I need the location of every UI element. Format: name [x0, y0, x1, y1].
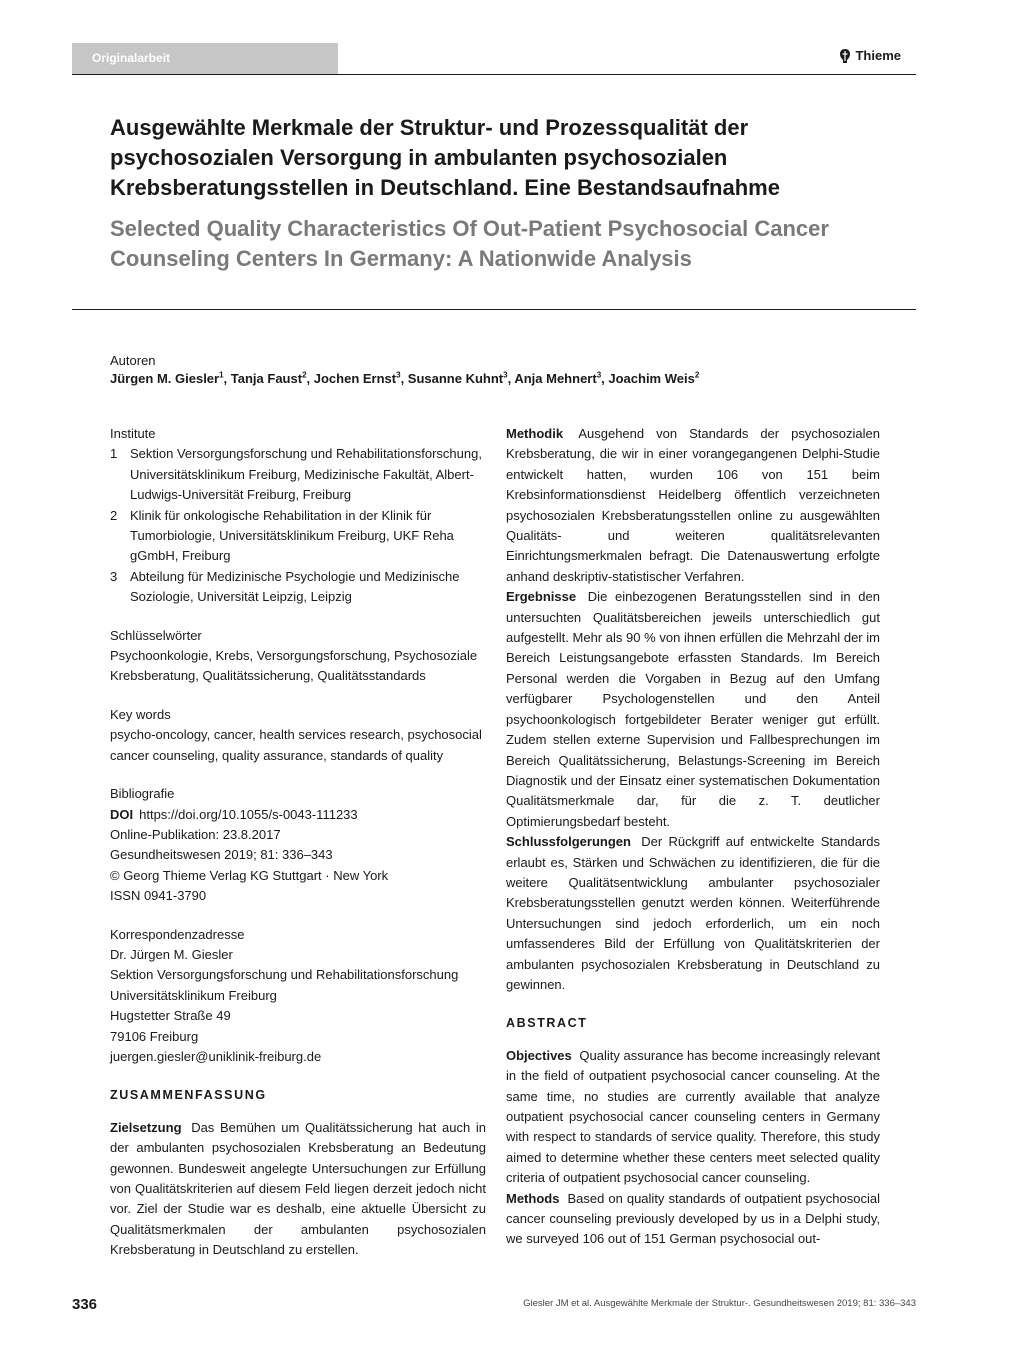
left-column [110, 424, 486, 1261]
institute-text: Sektion Versorgungsforschung und Rehabilitationsforschung, Universitätsklinikum Freiburg, Medizinische Fakultät, Albert-Ludwigs-Universität Freiburg, Freiburg [130, 446, 482, 503]
article-title-de: Ausgewählte Merkmale der Struktur- und Prozessqualität der psychosozialen Versorgung in ambulanten psychosozialen Krebsberatungsstellen in Deutschland. Eine Bestandsaufnahme [110, 115, 780, 200]
correspondence-line: Universitätsklinikum Freiburg [110, 987, 277, 1003]
author-affiliation: 3 [503, 370, 508, 380]
zusammenfassung-heading: ZUSAMMENFASSUNG [110, 1088, 267, 1103]
institute-text: Abteilung für Medizinische Psychologie und Medizinische Soziologie, Universität Leipzig, Leipzig [130, 568, 460, 605]
author-name: Joachim Weis [608, 371, 695, 386]
zielsetzung-text: Das Bemühen um Qualitätssicherung hat auch in der ambulanten psychosozialen Krebsberatung an Bedeutung gewonnen. Bundesweit angelegte Untersuchungen zur Erfüllung von Qualitätskriterien auf diesem Feld liegen derzeit jedoch nicht vor. Ziel der Studie war es deshalb, eine aktuelle Übersicht zu Qualitätsmerkmalen der ambulanten psychosozialen Krebsberatung in Deutschland zu erstellen. [110, 1119, 487, 1258]
author-name: Jochen Ernst [313, 371, 397, 386]
author-affiliation: 2 [694, 370, 700, 380]
methods-text: Based on quality standards of outpatient psychosocial cancer counseling previously developed by us in a Delphi study, we surveyed 106 out of 151 German psychosocial out- [506, 1190, 880, 1247]
article-title-en: Selected Quality Characteristics Of Out-Patient Psychosocial Cancer Counseling Centers In Germany: A Nationwide Analysis [110, 216, 829, 271]
author-name: Susanne Kuhnt [407, 371, 504, 386]
institute-number: 2 [110, 507, 118, 523]
methods-label: Methods [506, 1190, 560, 1206]
objectives-paragraph [506, 1046, 880, 1189]
author-affiliation: 3 [396, 370, 401, 380]
keywords-en-heading: Key words [110, 706, 171, 722]
zielsetzung-label: Zielsetzung [110, 1119, 182, 1135]
correspondence-heading: Korrespondenzadresse [110, 926, 245, 942]
correspondence-line: Sektion Versorgungsforschung und Rehabilitationsforschung [110, 967, 459, 983]
author-name: Jürgen M. Giesler [110, 371, 220, 386]
correspondence-line: 79106 Freiburg [110, 1028, 199, 1044]
methods-paragraph [506, 1189, 880, 1250]
doi-label: DOI [110, 806, 134, 822]
copyright-line: © Georg Thieme Verlag KG Stuttgart · New York [110, 867, 389, 883]
issn-line: ISSN 0941-3790 [110, 888, 207, 904]
title-divider [72, 309, 916, 310]
institute-number: 3 [110, 568, 118, 584]
author-affiliation: 2 [302, 370, 307, 380]
abstract-heading: ABSTRACT [506, 1016, 588, 1031]
keywords-de-heading: Schlüsselwörter [110, 627, 202, 643]
publisher-logo [839, 48, 901, 63]
author-name: Anja Mehnert [514, 371, 597, 386]
objectives-label: Objectives [506, 1047, 572, 1063]
authors-list: Jürgen M. Giesler$^1$, Tanja Faust$^2$, Jochen Ernst$^3$, Susanne Kuhnt$^3$, Anja Mehnert$^3$, Joachim Weis$^2$ [110, 370, 700, 386]
correspondence-email[interactable]: juergen.giesler@uniklinik-freiburg.de [110, 1048, 322, 1064]
correspondence-line: Dr. Jürgen M. Giesler [110, 946, 233, 962]
objectives-text: Quality assurance has become increasingly relevant in the field of outpatient psychosocial cancer counseling. At the same time, no studies are currently available that analyze outpatient psychosocial cancer counseling centers in Germany with respect to standards of service quality. Therefore, this study aimed to determine whether these centers meet selected quality criteria of outpatient psychosocial cancer counseling. [506, 1047, 880, 1186]
keywords-en-text: psycho-oncology, cancer, health services research, psychosocial cancer counseling, quality assurance, standards of quality [110, 727, 482, 763]
institute-text: Klinik für onkologische Rehabilitation in der Klinik für Tumorbiologie, Universitätsklinikum Freiburg, UKF Reha gGmbH, Freiburg [130, 507, 454, 564]
authors-label: Autoren [110, 353, 156, 368]
author-name: Tanja Faust [230, 371, 303, 386]
methodik-paragraph [506, 424, 880, 587]
institute-item [110, 444, 486, 505]
zielsetzung-paragraph [110, 1118, 486, 1261]
online-publication: Online-Publikation: 23.8.2017 [110, 826, 281, 842]
doi-link[interactable]: https://doi.org/10.1055/s-0043-111233 [139, 806, 358, 822]
doi-line [110, 805, 486, 825]
methodik-label: Methodik [506, 426, 564, 441]
ergebnisse-text: Die einbezogenen Beratungsstellen sind in den untersuchten Qualitätsbereichen jeweils unterschiedlich gut aufgestellt. Mehr als 90 % von ihnen erfüllen die Mehrzahl der im Bereich Leistungsangebote erfassten Standards. Im Bereich Personal werden die Vorgaben in Bezug auf den Umfang verfügbarer Psychologenstellen und den Anteil psychoonkologisch fortgebildeter Berater weniger gut erfüllt. Zudem stellen externe Supervision und Fallbesprechungen im Bereich Qualitätssicherung, Belastungs-Screening im Bereich Diagnostik und der Einsatz einer systematischen Dokumentation Qualitätsmerkmale dar, für die z. T. deutlicher Optimierungsbedarf besteht. [506, 589, 880, 829]
author-affiliation: 3 [596, 370, 602, 380]
institutes-heading: Institute [110, 426, 156, 441]
footer-citation: Giesler JM et al. Ausgewählte Merkmale der Struktur-. Gesundheitswesen 2019; 81: 336–343 [523, 1298, 916, 1309]
thieme-logo-icon [839, 49, 851, 63]
publisher-name: Thieme [855, 48, 901, 63]
methodik-text: Ausgehend von Standards der psychosozialen Krebsberatung, die wir in einer vorangegangenen Delphi-Studie entwickelt hatten, wurden 106 von 151 beim Krebsinformationsdienst Heidelberg öffentlich verzeichneten psychosozialen Krebsberatungsstellen online zu ausgewählten Qualitäts- und weiteren qualitätsrelevanten Einrichtungsmerkmalen befragt. Die Datenauswertung erfolgte anhand deskriptiv-statistischer Verfahren. [506, 426, 880, 584]
institute-number: 1 [110, 446, 118, 462]
schlussfolgerungen-label: Schlussfolgerungen [506, 834, 631, 850]
correspondence-line: Hugstetter Straße 49 [110, 1008, 231, 1024]
keywords-de-text: Psychoonkologie, Krebs, Versorgungsforschung, Psychosoziale Krebsberatung, Qualitätssicherung, Qualitätsstandards [110, 648, 478, 684]
bibliography-heading: Bibliografie [110, 786, 175, 802]
right-column [506, 424, 880, 1250]
schlussfolgerungen-paragraph [506, 832, 880, 995]
schlussfolgerungen-text: Der Rückgriff auf entwickelte Standards erlaubt es, Stärken und Schwächen zu identifizieren, die für die weitere Qualitätsentwicklung ambulanter psychosozialer Krebsberatungsstellen genutzt werden können. Weiterführende Untersuchungen sind jedoch erforderlich, um ein noch umfassenderes Bild der Erfüllung von Qualitätskriterien der ambulanten psychosozialen Krebsberatung in Deutschland zu gewinnen. [506, 834, 880, 992]
ergebnisse-paragraph [506, 587, 880, 832]
institute-item [110, 567, 486, 608]
page-number: 336 [72, 1296, 98, 1313]
header-divider [72, 74, 916, 75]
journal-reference: Gesundheitswesen 2019; 81: 336–343 [110, 847, 333, 863]
author-affiliation: 1 [219, 370, 224, 380]
ergebnisse-label: Ergebnisse [506, 589, 577, 605]
section-label: Originalarbeit [72, 43, 338, 74]
institute-item [110, 506, 486, 567]
